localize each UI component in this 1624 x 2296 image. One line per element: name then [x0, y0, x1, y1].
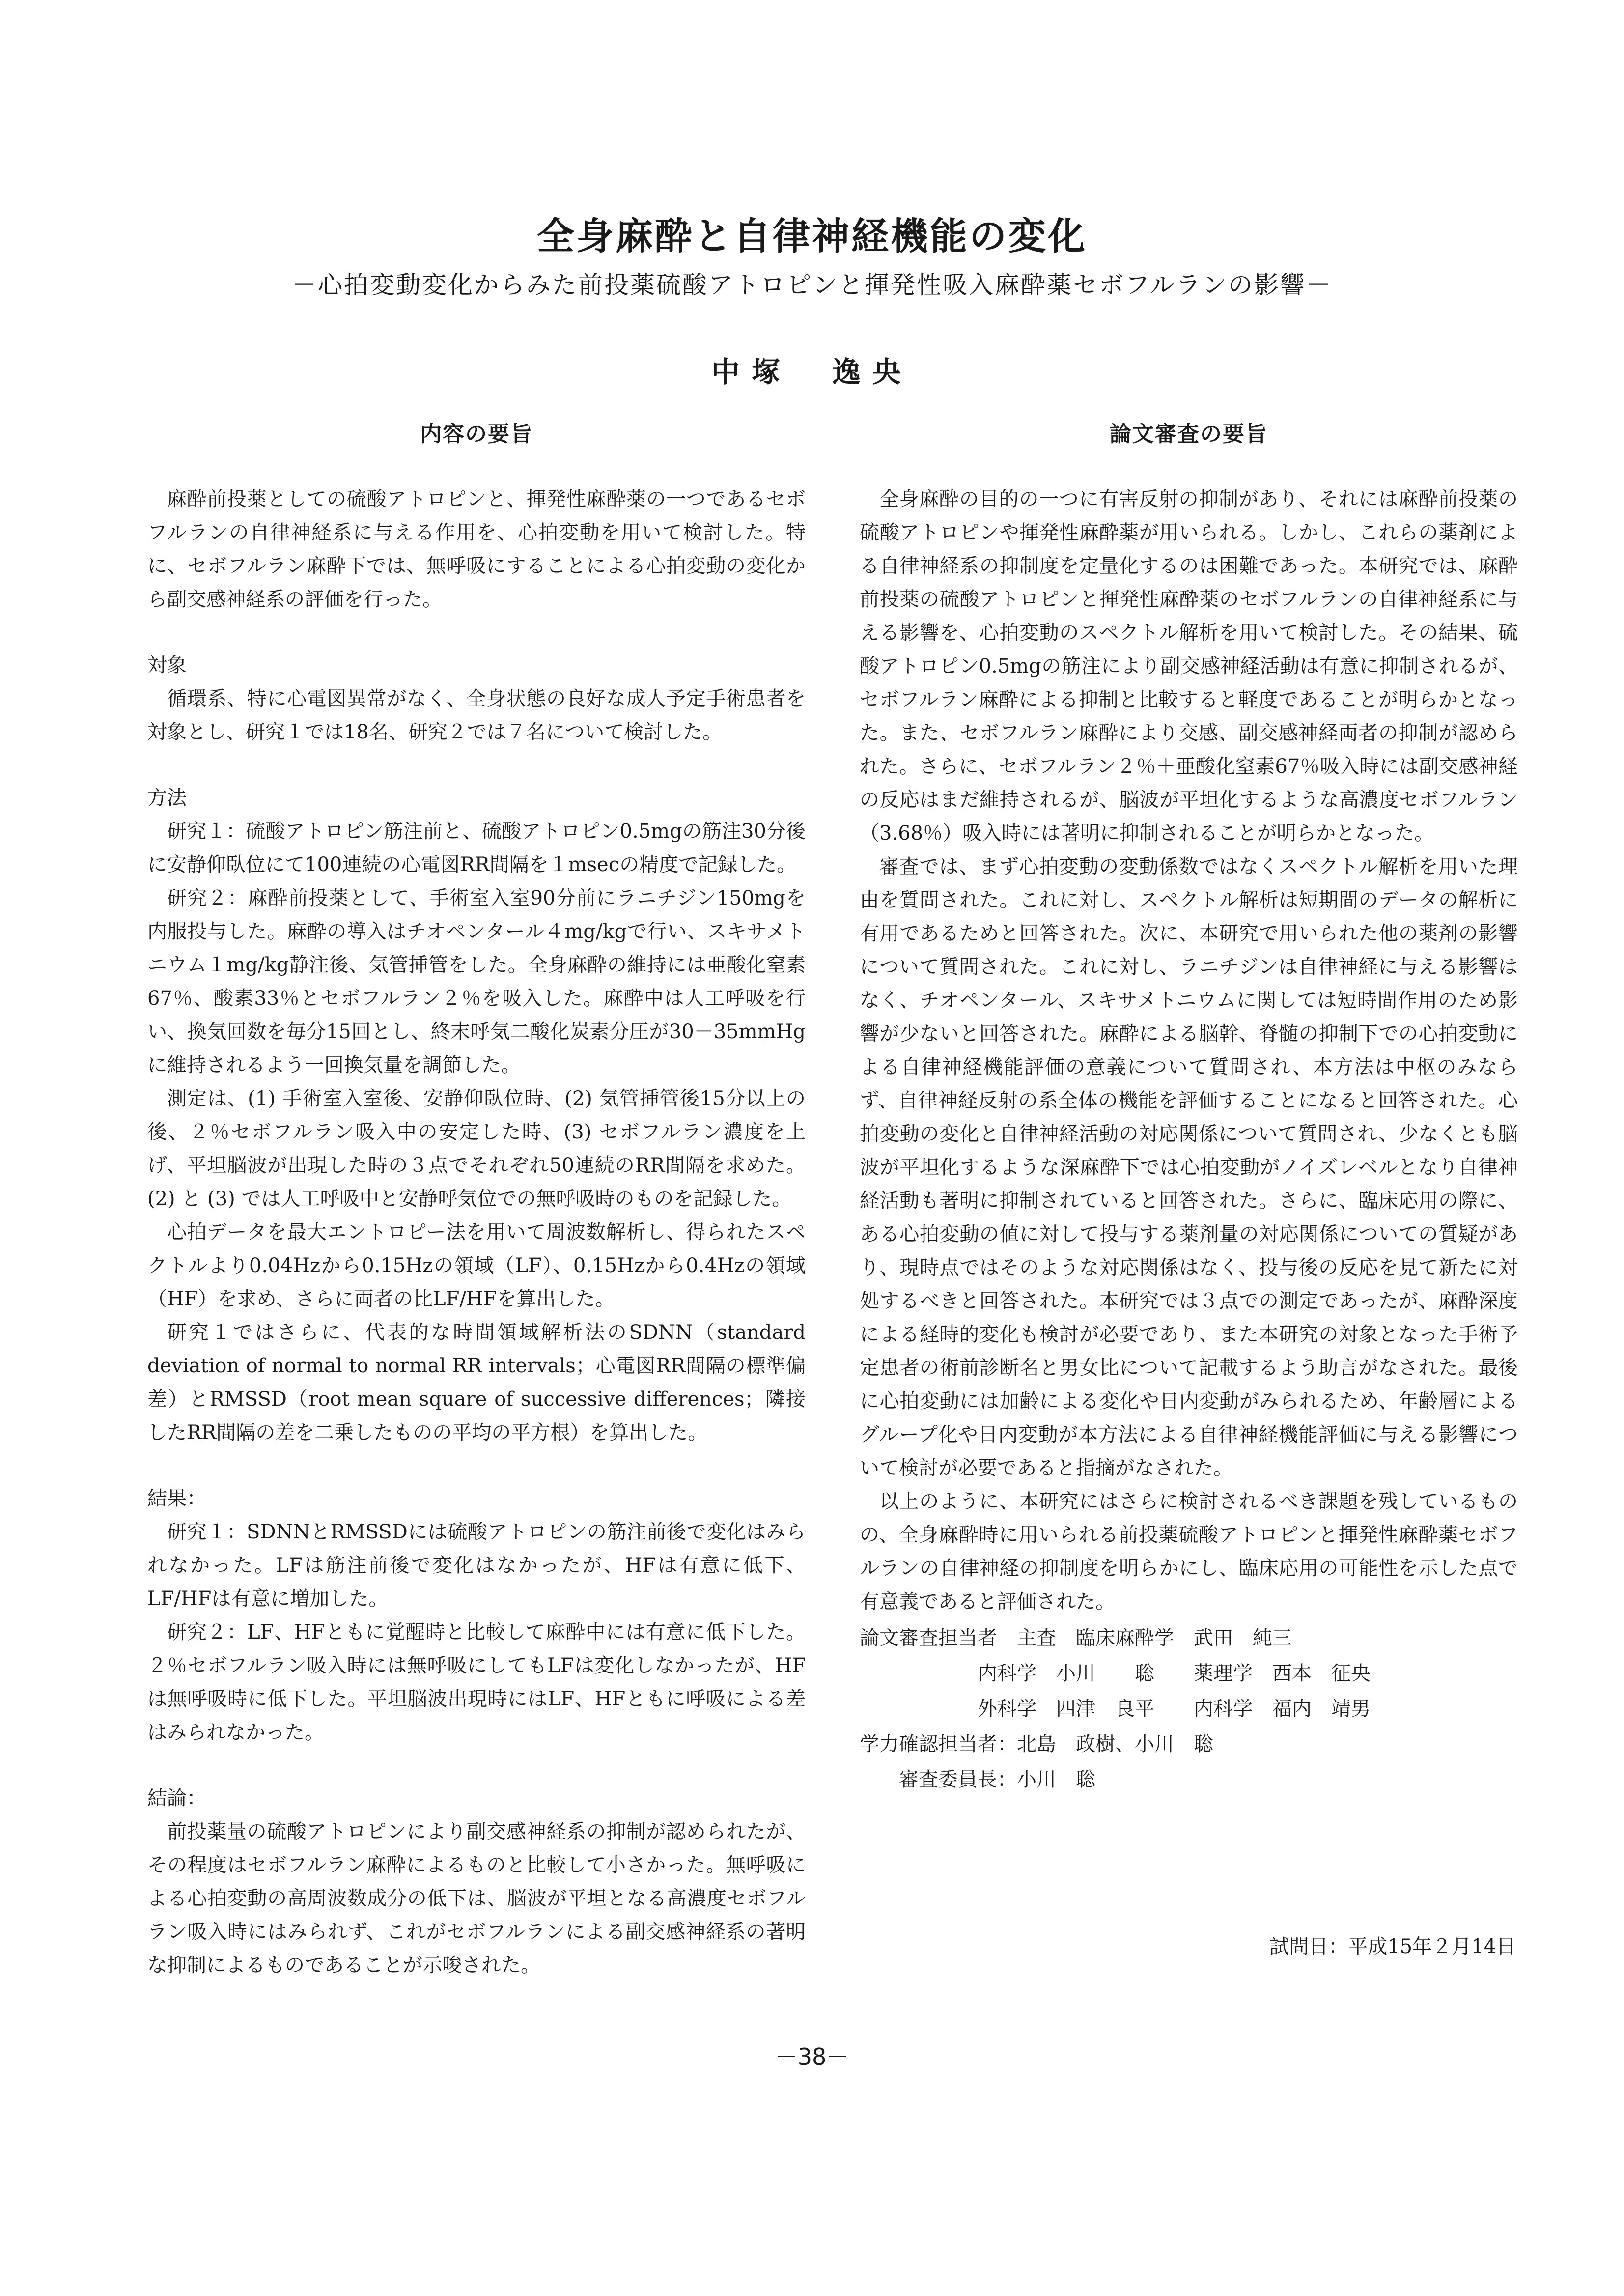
- summary-column: [147, 418, 806, 1982]
- methods-label: 方法: [147, 787, 187, 809]
- reviewer-line: 外科学 四津 良平 内科学 福内 靖男: [860, 1698, 1371, 1720]
- review-heading: 論文審査の要旨: [1110, 422, 1268, 447]
- conclusion-text: 前投薬量の硫酸アトロピンにより副交感神経系の抑制が認められたが、その程度はセボフルラン麻酔によるものと比較して小さかった。無呼吸による心拍変動の高周波数成分の低下は、脳波が平坦となる高濃度セボフルラン吸入時にはみられず、これがセボフルランによる副交感神経系の著明な抑制によるものであることが示唆された。: [147, 1820, 806, 1977]
- page-number: －38－: [775, 2043, 849, 2070]
- results-paragraph: 研究１：SDNNとRMSSDには硫酸アトロピンの筋注前後で変化はみられなかった。LFは筋注前後で変化はなかったが、HFは有意に低下、LF/HFは有意に増加した。: [147, 1521, 806, 1610]
- conclusion-label: 結論：: [147, 1787, 206, 1810]
- results-label: 結果：: [147, 1487, 206, 1510]
- methods-paragraph: 心拍データを最大エントロピー法を用いて周波数解析し、得られたスペクトルより0.04Hzから0.15Hzの領域（LF）、0.15Hzから0.4Hzの領域（HF）を求め、さらに両者の比LF/HFを算出した。: [147, 1221, 806, 1310]
- review-column: [860, 418, 1518, 1797]
- exam-date: 試問日：平成15年２月14日: [1269, 1935, 1516, 1958]
- summary-intro: 麻酔前投薬としての硫酸アトロピンと、揮発性麻酔薬の一つであるセボフルランの自律神経系に与える作用を、心拍変動を用いて検討した。特に、セボフルラン麻酔下では、無呼吸にすることによる心拍変動の変化から副交感神経系の評価を行った。: [147, 488, 806, 611]
- review-paragraph: 審査では、まず心拍変動の変動係数ではなくスペクトル解析を用いた理由を質問された。これに対し、スペクトル解析は短期間のデータの解析に有用であるためと回答された。次に、本研究で用いられた他の薬剤の影響について質問された。これに対し、ラニチジンは自律神経に与える影響はなく、チオペンタール、スキサメトニウムに関しては短時間作用のため影響が少ないと回答された。麻酔による脳幹、脊髄の抑制下での心拍変動による自律神経機能評価の意義について質問され、本方法は中枢のみならず、自律神経反射の系全体の機能を評価することになると回答された。心拍変動の変化と自律神経活動の対応関係について質問され、少なくとも脳波が平坦化するような深麻酔下では心拍変動がノイズレベルとなり自律神経活動も著明に抑制されていると回答された。さらに、臨床応用の際に、ある心拍変動の値に対して投与する薬剤量の対応関係についての質疑があり、現時点ではそのような対応関係はなく、投与後の反応を見て新たに対処するべきと回答された。本研究では３点での測定であったが、麻酔深度による経時的変化も検討が必要であり、また本研究の対象となった手術予定患者の術前診断名と男女比について記載するよう助言がなされた。最後に心拍変動には加齢による変化や日内変動がみられるため、年齢層によるグループ化や日内変動が本方法による自律神経機能評価に与える影響について検討が必要であると指摘がなされた。: [860, 855, 1518, 1479]
- methods-paragraph: 測定は、(1) 手術室入室後、安静仰臥位時、(2) 気管挿管後15分以上の後、２％セボフルラン吸入中の安定した時、(3) セボフルラン濃度を上げ、平坦脳波が出現した時の３点でそれぞれ50連続のRR間隔を求めた。(2) と (3) では人工呼吸中と安静呼気位での無呼吸時のものを記録した。: [147, 1087, 806, 1210]
- methods-paragraph: 研究１ではさらに、代表的な時間領域解析法のSDNN（standard deviation of normal to normal RR intervals；心電図RR間隔の標準偏差）とRMSSD（root mean square of successive differences；隣接したRR間隔の差を二乗したものの平均の平方根）を算出した。: [147, 1321, 806, 1444]
- methods-paragraph: 研究２：麻酔前投薬として、手術室入室90分前にラニチジン150mgを内服投与した。麻酔の導入はチオペンタール４mg/kgで行い、スキサメトニウム１mg/kg静注後、気管挿管をした。全身麻酔の維持には亜酸化窒素67％、酸素33％とセボフルラン２％を吸入した。麻酔中は人工呼吸を行い、換気回数を毎分15回とし、終末呼気二酸化炭素分圧が30－35mmHgに維持されるよう一回換気量を調節した。: [147, 887, 806, 1077]
- author-name: 中塚 逸央: [711, 355, 913, 389]
- paper-subtitle: －心拍変動変化からみた前投薬硫酸アトロピンと揮発性吸入麻酔薬セボフルランの影響－: [292, 271, 1332, 299]
- review-paragraph: 全身麻酔の目的の一つに有害反射の抑制があり、それには麻酔前投薬の硫酸アトロピンや揮発性麻酔薬が用いられる。しかし、これらの薬剤による自律神経系の抑制度を定量化するのは困難であった。本研究では、麻酔前投薬の硫酸アトロピンと揮発性麻酔薬のセボフルランの自律神経系に与える影響を、心拍変動のスペクトル解析を用いて検討した。その結果、硫酸アトロピン0.5mgの筋注により副交感神経活動は有意に抑制されるが、セボフルラン麻酔による抑制と比較すると軽度であることが明らかとなった。また、セボフルラン麻酔により交感、副交感神経両者の抑制が認められた。さらに、セボフルラン２％＋亜酸化窒素67％吸入時には副交感神経の反応はまだ維持されるが、脳波が平坦化するような高濃度セボフルラン（3.68％）吸入時には著明に抑制されることが明らかとなった。: [860, 488, 1518, 845]
- subjects-text: 循環系、特に心電図異常がなく、全身状態の良好な成人予定手術患者を対象とし、研究１では18名、研究２では７名について検討した。: [147, 687, 806, 743]
- methods-paragraph: 研究１：硫酸アトロピン筋注前と、硫酸アトロピン0.5mgの筋注30分後に安静仰臥位にて100連続の心電図RR間隔を１msecの精度で記録した。: [147, 820, 806, 876]
- reviewer-line: 学力確認担当者：北島 政樹、小川 聡: [860, 1733, 1213, 1756]
- subjects-label: 対象: [147, 654, 187, 677]
- results-paragraph: 研究２：LF、HFともに覚醒時と比較して麻酔中には有意に低下した。２％セボフルラン吸入時には無呼吸にしてもLFは変化しなかったが、HFは無呼吸時に低下した。平坦脳波出現時にはLF、HFともに呼吸による差はみられなかった。: [147, 1621, 806, 1744]
- reviewer-line: 内科学 小川 聡 薬理学 西本 征央: [860, 1662, 1371, 1685]
- reviewer-line: 審査委員長：小川 聡: [860, 1768, 1095, 1791]
- review-paragraph: 以上のように、本研究にはさらに検討されるべき課題を残しているものの、全身麻酔時に用いられる前投薬硫酸アトロピンと揮発性麻酔薬セボフルランの自律神経の抑制度を明らかにし、臨床応用の可能性を示した点で有意義であると評価された。: [860, 1490, 1518, 1613]
- paper-title: 全身麻酔と自律神経機能の変化: [537, 214, 1087, 258]
- summary-heading: 内容の要旨: [420, 422, 533, 447]
- reviewer-list: [860, 1620, 1518, 1797]
- reviewer-line: 論文審査担当者 主査 臨床麻酔学 武田 純三: [860, 1627, 1292, 1649]
